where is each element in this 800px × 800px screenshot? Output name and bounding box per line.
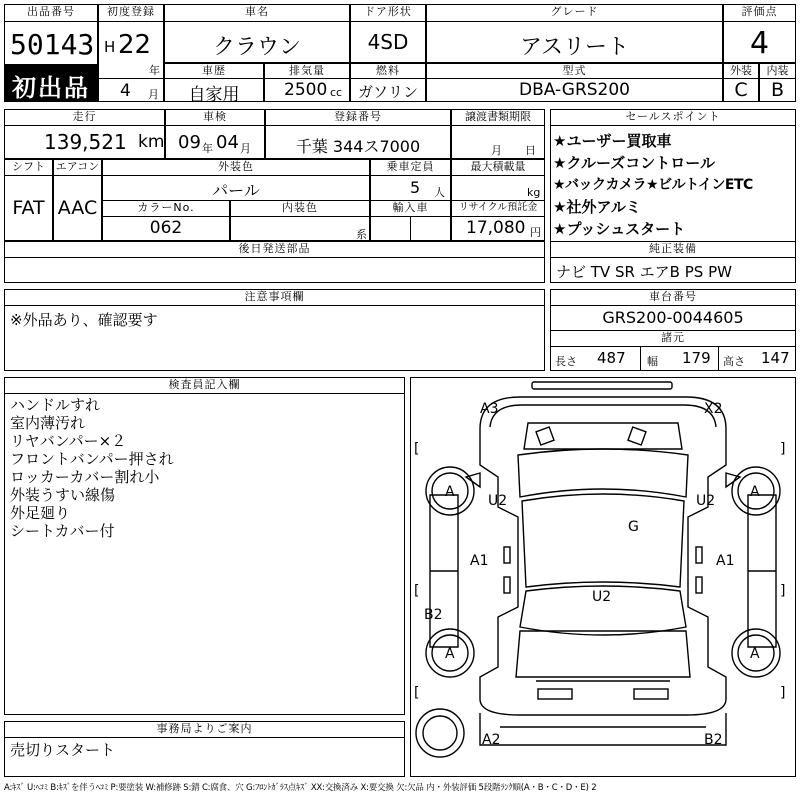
door-label: ドア形状 [350, 4, 426, 22]
displacement: 2500 [284, 80, 328, 100]
max-load-label: 最大積載量 [451, 159, 545, 176]
specs-label: 諸元 [550, 330, 796, 347]
sales-point: ★クルーズコントロール [553, 154, 715, 172]
bracket: [ [414, 685, 420, 701]
capacity: 5 [410, 178, 421, 197]
length-label: 長さ [555, 355, 577, 368]
int-grade-label: 内装 [759, 63, 796, 79]
damage-u2-left: U2 [488, 493, 508, 509]
plate-number: 千葉 344ス7000 [295, 137, 421, 156]
bracket: ] [780, 441, 786, 457]
interior-color-unit: 系 [356, 228, 367, 241]
grade: アスリート [519, 35, 630, 60]
later-parts-label: 後日発送部品 [4, 241, 545, 258]
color-label: 外装色 [102, 159, 370, 176]
fuel: ガソリン [357, 83, 418, 101]
inspection-year: 09 [178, 132, 201, 153]
recycle-label: リサイクル預託金 [451, 200, 545, 217]
max-load-unit: kg [527, 186, 541, 199]
damage-g: G [628, 519, 639, 535]
caution-label: 注意事項欄 [4, 289, 545, 306]
inspector-note: リヤバンパー×２ [10, 432, 127, 450]
inspector-note: 外装うすい線傷 [10, 486, 116, 504]
equipment-label: 純正装備 [550, 241, 796, 258]
bracket: ] [780, 685, 786, 701]
sales-points-label: セールスポイント [550, 109, 796, 126]
shift: FAT [12, 197, 45, 219]
damage-a3: A3 [480, 401, 499, 417]
ext-grade-label: 外装 [723, 63, 759, 79]
score-label: 評価点 [723, 4, 796, 22]
reg-month-unit: 月 [148, 88, 159, 101]
history-label: 車歴 [164, 63, 264, 79]
inspector-note: ロッカーカバー割れ小 [10, 468, 160, 486]
reg-year: 22 [118, 30, 152, 60]
plate-label: 登録番号 [265, 109, 451, 126]
interior-color-label: 内装色 [230, 200, 370, 217]
inspector-note: ハンドルすれ [10, 396, 101, 414]
damage-a-front-right: A [750, 484, 760, 500]
reg-month: 4 [120, 81, 131, 101]
inspector-note: シートカバー付 [10, 522, 115, 540]
bracket: [ [414, 441, 420, 457]
color-no: 062 [149, 218, 183, 238]
height: 147 [761, 349, 790, 367]
length: 487 [597, 349, 626, 367]
ac-label: エアコン [53, 159, 102, 176]
damage-legend: A:ｷｽﾞ U:ﾍｺﾐ B:ｷｽﾞを伴うﾍｺﾐ P:要塗装 W:補修跡 S:錆 C:腐食、穴 G:ﾌﾛﾝﾄｶﾞﾗｽ点ｷｽﾞ XX:交換済み X:要交換 欠:欠品 内・外装評価 5段階ﾗﾝｸ順(A・B・C・D・E) 2 [4, 783, 597, 793]
bracket: [ [414, 583, 420, 599]
era: H [104, 38, 116, 56]
specs-divider-2 [718, 346, 719, 371]
car-name-label: 車名 [164, 4, 350, 22]
displacement-label: 排気量 [264, 63, 350, 79]
displacement-unit: cc [330, 86, 343, 99]
chassis-number: GRS200-0044605 [602, 308, 744, 327]
transfer-day: 日 [525, 144, 536, 157]
reg-year-unit: 年 [149, 64, 160, 77]
import-label: 輸入車 [370, 200, 451, 217]
grade-label: グレード [426, 4, 723, 22]
inspection-year-unit: 年 [202, 142, 213, 155]
sales-point: ★バックカメラ★ビルトインETC [553, 177, 753, 193]
bracket: ] [780, 583, 786, 599]
sales-point: ★ユーザー買取車 [553, 132, 672, 150]
mileage-label: 走行 [4, 109, 165, 126]
damage-b2-left: B2 [424, 607, 443, 623]
height-label: 高さ [723, 355, 745, 368]
lot-number-label: 出品番号 [4, 4, 98, 22]
car-name: クラウン [212, 35, 301, 60]
import-divider [410, 216, 411, 241]
chassis-label: 車台番号 [550, 289, 796, 306]
reg-divider [98, 78, 164, 79]
transfer-month: 月 [491, 144, 502, 157]
inspection-month: 04 [216, 132, 239, 153]
inspector-note: 外足廻り [10, 504, 71, 522]
inspector-notes-label: 検査員記入欄 [4, 377, 405, 394]
inspection-month-unit: 月 [240, 142, 251, 155]
mileage-unit: km [138, 132, 165, 152]
specs-divider-1 [640, 346, 641, 371]
history: 自家用 [188, 85, 240, 105]
specs-cell [550, 346, 796, 371]
damage-a-front-left: A [445, 484, 455, 500]
damage-a-rear-left: A [445, 646, 455, 662]
car-diagram [410, 377, 796, 777]
capacity-unit: 人 [434, 186, 445, 199]
damage-a1-left: A1 [470, 553, 489, 569]
damage-b2-rear: B2 [704, 732, 723, 748]
model-code: DBA-GRS200 [519, 80, 630, 100]
inspection-label: 車検 [165, 109, 265, 126]
score: 4 [749, 26, 770, 61]
lot-number: 50143 [10, 28, 95, 61]
recycle-fee: 17,080 [466, 218, 526, 238]
width: 179 [682, 349, 711, 367]
model-label: 型式 [426, 63, 723, 79]
transfer-deadline-label: 譲渡書類期限 [451, 109, 545, 126]
capacity-label: 乗車定員 [370, 159, 451, 176]
ext-grade: C [734, 79, 748, 101]
caution-text: ※外品あり、確認要す [10, 311, 158, 329]
damage-u2-center: U2 [592, 589, 612, 605]
office-note: 売切りスタート [10, 741, 116, 759]
color: パール [212, 181, 260, 200]
door-type: 4SD [367, 30, 409, 54]
damage-u2-right: U2 [696, 493, 716, 509]
recycle-unit: 円 [530, 226, 541, 239]
mileage: 139,521 [44, 130, 127, 154]
damage-a2: A2 [482, 732, 501, 748]
inspector-note: 室内薄汚れ [10, 414, 86, 432]
first-reg-label: 初度登録 [98, 4, 164, 22]
damage-a-rear-right: A [750, 646, 760, 662]
equipment: ナビ TV SR エアB PS PW [556, 263, 732, 281]
shift-label: シフト [4, 159, 53, 176]
int-grade: B [770, 79, 785, 101]
sales-point: ★プッシュスタート [553, 220, 686, 238]
damage-x2: X2 [704, 401, 723, 417]
ac: AAC [57, 197, 98, 219]
width-label: 幅 [647, 355, 658, 368]
first-listing-text: 初出品 [12, 74, 90, 102]
sales-point: ★社外アルミ [553, 198, 641, 216]
office-note-label: 事務局よりご案内 [4, 721, 405, 738]
fuel-label: 燃料 [350, 63, 426, 79]
damage-a1-right: A1 [716, 553, 735, 569]
interior-color-cell [230, 216, 370, 241]
inspector-note: フロントバンパー押され [10, 450, 174, 468]
later-parts-cell [4, 257, 545, 283]
color-no-label: カラーNo. [102, 200, 230, 217]
